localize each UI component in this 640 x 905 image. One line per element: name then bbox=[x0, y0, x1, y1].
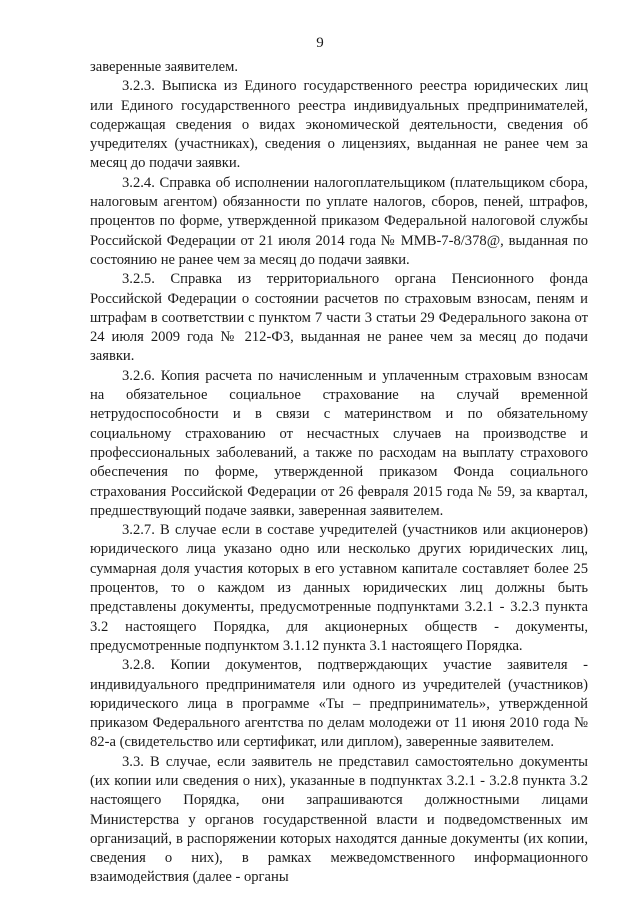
paragraph-continuation: заверенные заявителем. bbox=[90, 59, 239, 75]
paragraph-3-2-7: 3.2.7. В случае если в составе учредителей (участников или акционеров) юридического лица указано одно или несколько других юридических лиц, суммарная доля участия которых в его уставном капитале составляет более 25 процентов, то о каждом из данных юридических лиц должны быть представлены документы, предусмотренные подпунктами 3.2.1 - 3.2.3 пункта 3.2 настоящего Порядка, для акционерных обществ - документы, предусмотренные подпунктом 3.1.12 пункта 3.1 настоящего Порядка. bbox=[90, 522, 588, 654]
paragraph-3-2-8: 3.2.8. Копии документов, подтверждающих участие заявителя - индивидуального предпринимателя или одного из учредителей (участников) юридического лица в программе «Ты – предприниматель», утвержденной приказом Федерального агентства по делам молодежи от 11 июня 2010 года № 82-а (свидетельство или сертификат, или диплом), заверенные заявителем. bbox=[90, 657, 588, 751]
paragraph-3-2-4: 3.2.4. Справка об исполнении налогоплательщиком (плательщиком сбора, налоговым агентом) обязанности по уплате налогов, сборов, пеней, штрафов, процентов по форме, утвержденной приказом Федеральной налоговой службы Российской Федерации от 21 июля 2014 года № ММВ-7-8/378@, выданная по состоянию не ранее чем за месяц до подачи заявки. bbox=[90, 174, 588, 268]
paragraph-3-2-5: 3.2.5. Справка из территориального органа Пенсионного фонда Российской Федерации о состоянии расчетов по страховым взносам, пеням и штрафам в соответствии с пунктом 7 части 3 статьи 29 Федерального закона от 24 июля 2009 года № 212-ФЗ, выданная не ранее чем за месяц до подачи заявки. bbox=[90, 271, 588, 365]
document-body bbox=[90, 58, 588, 888]
paragraph-3-3: 3.3. В случае, если заявитель не представил самостоятельно документы (их копии или сведения о них), указанные в подпунктах 3.2.1 - 3.2.8 пункта 3.2 настоящего Порядка, они запрашиваются должностными лицами Министерства у органов государственной власти и подведомственных им организаций, в распоряжении которых находятся данные документы (их копии, сведения о них), в рамках межведомственного информационного взаимодействия (далее - органы bbox=[90, 753, 588, 886]
paragraph-3-2-6: 3.2.6. Копия расчета по начисленным и уплаченным страховым взносам на обязательное социальное страхование на случай временной нетрудоспособности и в связи с материнством и по обязательному социальному страхованию от несчастных случаев на производстве и профессиональных заболеваний, а также по расходам на выплату страхового обеспечения по форме, утвержденной приказом Фонда социального страхования Российской Федерации от 26 февраля 2015 года № 59, за квартал, предшествующий подаче заявки, заверенная заявителем. bbox=[90, 367, 588, 519]
paragraph-3-2-3: 3.2.3. Выписка из Единого государственного реестра юридических лиц или Единого государственного реестра индивидуальных предпринимателей, содержащая сведения о видах экономической деятельности, сведения об учредителях (участниках), сведения о лицензиях, выданная не ранее чем за месяц до подачи заявки. bbox=[90, 78, 588, 172]
page-number: 9 bbox=[316, 35, 324, 51]
